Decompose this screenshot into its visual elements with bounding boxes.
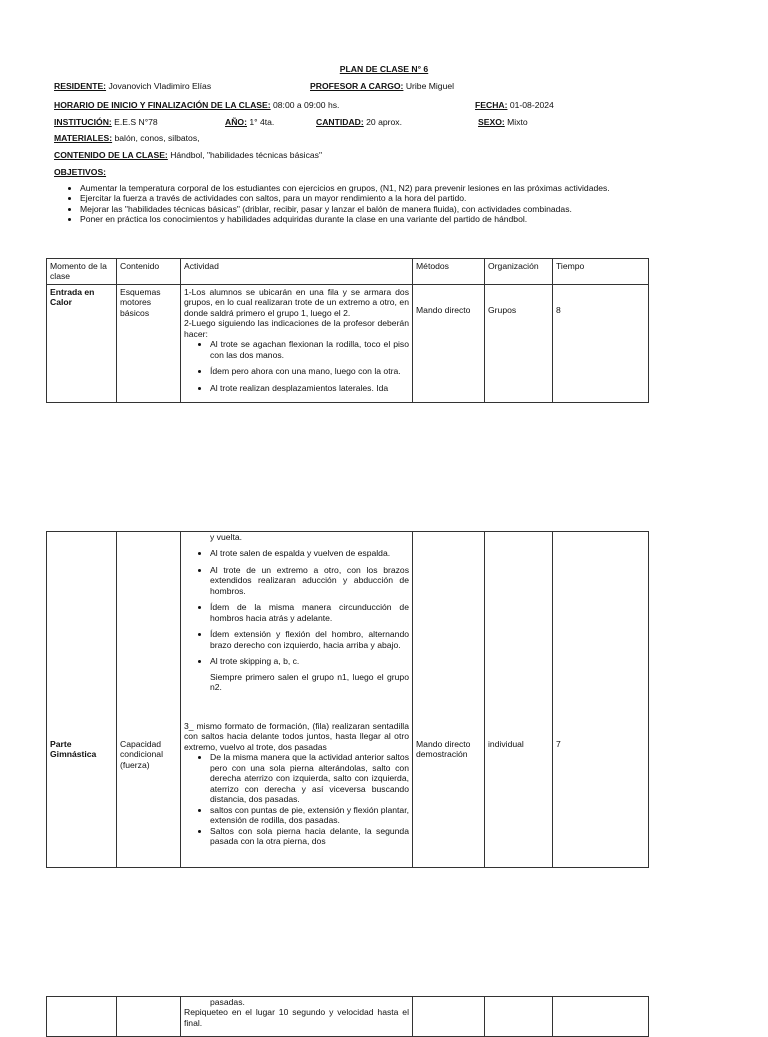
institucion-value: E.E.S N°78 bbox=[114, 117, 158, 127]
metodos-cell bbox=[413, 997, 485, 1037]
header-tiempo: Tiempo bbox=[553, 259, 649, 285]
list-item: • Al trote skipping a, b, c. bbox=[210, 656, 409, 666]
sexo-value: Mixto bbox=[507, 117, 528, 127]
plan-table-page-3 bbox=[46, 996, 649, 1037]
objetivos-label: OBJETIVOS: bbox=[54, 167, 107, 177]
list-item: • Al trote de un extremo a otro, con los brazos extendidos realizaran aducción y abducción de hombros. bbox=[210, 565, 409, 596]
cantidad-value: 20 aprox. bbox=[366, 117, 402, 127]
list-item: • Ídem pero ahora con una mano, luego con la otra. bbox=[210, 366, 409, 376]
organizacion-cell bbox=[485, 532, 553, 868]
contenido-value: Hándbol, "habilidades técnicas básicas" bbox=[170, 150, 322, 160]
plan-table-page-1 bbox=[46, 258, 649, 403]
continuation-text: pasadas. bbox=[210, 997, 245, 1007]
table-row bbox=[47, 284, 649, 402]
actividad-intro-2: 2-Luego siguiendo las indicaciones de la profesor deberán hacer: bbox=[184, 318, 409, 339]
objetivo-item: • Aumentar la temperatura corporal de los estudiantes con ejercicios en grupos, (N1, N2) para prevenir lesiones en las próximas actividades. bbox=[80, 183, 704, 193]
table-row bbox=[47, 532, 649, 868]
contenido-label: CONTENIDO DE LA CLASE: bbox=[54, 150, 168, 160]
objetivos-heading bbox=[54, 167, 106, 177]
momento-cell bbox=[47, 997, 117, 1037]
materiales-label: MATERIALES: bbox=[54, 133, 113, 143]
cantidad-line bbox=[316, 117, 402, 127]
fecha-line bbox=[475, 100, 554, 110]
horario-value: 08:00 a 09:00 hs. bbox=[273, 100, 340, 110]
list-item: • Saltos con sola pierna hacia delante, la segunda pasada con la otra pierna, dos bbox=[210, 826, 409, 847]
profesor-label: PROFESOR A CARGO: bbox=[310, 81, 404, 91]
header-organizacion: Organización bbox=[485, 259, 553, 285]
objetivo-item: • Poner en práctica los conocimientos y habilidades adquiridas durante la clase en una variante del partido de hándbol. bbox=[80, 214, 704, 224]
tiempo-cell bbox=[553, 284, 649, 402]
horario-line bbox=[54, 100, 339, 110]
continuation-text: y vuelta. bbox=[210, 532, 243, 542]
objetivo-item: • Ejercitar la fuerza a través de actividades con saltos, para un mayor rendimiento a la hora del partido. bbox=[80, 193, 704, 203]
metodos-value: Mando directo bbox=[416, 304, 471, 315]
anio-label: AÑO: bbox=[225, 117, 247, 127]
page-title bbox=[0, 64, 768, 74]
header-actividad: Actividad bbox=[181, 259, 413, 285]
list-item: • saltos con puntas de pie, extensión y flexión plantar, extensión de rodilla, dos pasadas. bbox=[210, 805, 409, 826]
residente-line bbox=[54, 81, 211, 91]
cantidad-label: CANTIDAD: bbox=[316, 117, 364, 127]
header-metodos: Métodos bbox=[413, 259, 485, 285]
residente-value: Jovanovich Vladimiro Elías bbox=[108, 81, 212, 91]
institucion-label: INSTITUCIÓN: bbox=[54, 117, 112, 127]
actividad-cell bbox=[181, 532, 413, 868]
organizacion-value: Grupos bbox=[488, 304, 517, 315]
profesor-value: Uribe Miguel bbox=[405, 81, 455, 91]
momento-parte-gimnastica bbox=[47, 532, 117, 868]
objetivos-list bbox=[64, 183, 704, 225]
objetivo-item: • Mejorar las "habilidades técnicas básicas" (driblar, recibir, pasar y lanzar el balón de manera fluida), con actividades combinadas. bbox=[80, 204, 704, 214]
actividad-cell bbox=[181, 284, 413, 402]
plan-table-page-2 bbox=[46, 531, 649, 868]
momento-entrada-en-calor: Entrada en Calor bbox=[47, 284, 117, 402]
sexo-line bbox=[478, 117, 528, 127]
list-item: • Ídem extensión y flexión del hombro, alternando brazo derecho con izquierdo, hacia arriba y abajo. bbox=[210, 629, 409, 650]
sexo-label: SEXO: bbox=[478, 117, 505, 127]
actividad-intro-3: 3_ mismo formato de formación, (fila) realizaran sentadilla con saltos hacia delante todos juntos, hasta llegar al otro extremo, vuelvo al trote, dos pasadas bbox=[184, 720, 409, 752]
list-item: • Ídem de la misma manera circunducción de hombros hacia atrás y adelante. bbox=[210, 602, 409, 623]
organizacion-cell bbox=[485, 284, 553, 402]
materiales-line bbox=[54, 133, 200, 143]
plan-title: PLAN DE CLASE N° 6 bbox=[339, 64, 429, 74]
header-momento: Momento de la clase bbox=[47, 259, 117, 285]
organizacion-value: individual bbox=[488, 739, 524, 749]
horario-label: HORARIO DE INICIO Y FINALIZACIÓN DE LA CLASE: bbox=[54, 100, 271, 110]
contenido-value: Capacidad condicional (fuerza) bbox=[120, 739, 163, 770]
repiqueteo-text: Repiqueteo en el lugar 10 segundo y velocidad hasta el final. bbox=[184, 1007, 409, 1028]
tiempo-value: 7 bbox=[556, 739, 561, 749]
profesor-line bbox=[310, 81, 454, 91]
fecha-label: FECHA: bbox=[475, 100, 508, 110]
institucion-line bbox=[54, 117, 158, 127]
residente-label: RESIDENTE: bbox=[54, 81, 107, 91]
contenido-esquemas: Esquemas motores básicos bbox=[117, 284, 181, 402]
header-contenido: Contenido bbox=[117, 259, 181, 285]
list-item: • Al trote realizan desplazamientos laterales. Ida bbox=[210, 383, 409, 393]
metodos-cell bbox=[413, 284, 485, 402]
table-header-row bbox=[47, 259, 649, 285]
actividad-intro-1: 1-Los alumnos se ubicarán en una fila y se armara dos grupos, en lo cual realizaran trote de un extremo a otro, en donde saldrá primero el grupo 1, luego el 2. bbox=[184, 286, 409, 318]
contenido-line bbox=[54, 150, 322, 160]
anio-line bbox=[225, 117, 274, 127]
metodos-value: Mando directo demostración bbox=[416, 739, 471, 760]
tiempo-cell bbox=[553, 532, 649, 868]
list-item: • De la misma manera que la actividad anterior saltos pero con una sola pierna alterándolas, salto con derecha aterrizo con izquierda, salto con izquierda, aterrizo con derecha y así viceversa buscando distancia, dos pasadas. bbox=[210, 752, 409, 804]
metodos-cell bbox=[413, 532, 485, 868]
tiempo-cell bbox=[553, 997, 649, 1037]
organizacion-cell bbox=[485, 997, 553, 1037]
fecha-value: 01-08-2024 bbox=[509, 100, 554, 110]
group-note: Siempre primero salen el grupo n1, luego el grupo n2. bbox=[210, 671, 409, 693]
contenido-capacidad bbox=[117, 532, 181, 868]
momento-value: Parte Gimnástica bbox=[50, 739, 97, 760]
contenido-cell bbox=[117, 997, 181, 1037]
materiales-value: balón, conos, silbatos, bbox=[114, 133, 200, 143]
table-row bbox=[47, 997, 649, 1037]
anio-value: 1° 4ta. bbox=[249, 117, 275, 127]
tiempo-value: 8 bbox=[556, 304, 561, 315]
list-item: • Al trote salen de espalda y vuelven de espalda. bbox=[210, 548, 409, 558]
actividad-cell bbox=[181, 997, 413, 1037]
list-item: • Al trote se agachan flexionan la rodilla, toco el piso con las dos manos. bbox=[210, 339, 409, 360]
